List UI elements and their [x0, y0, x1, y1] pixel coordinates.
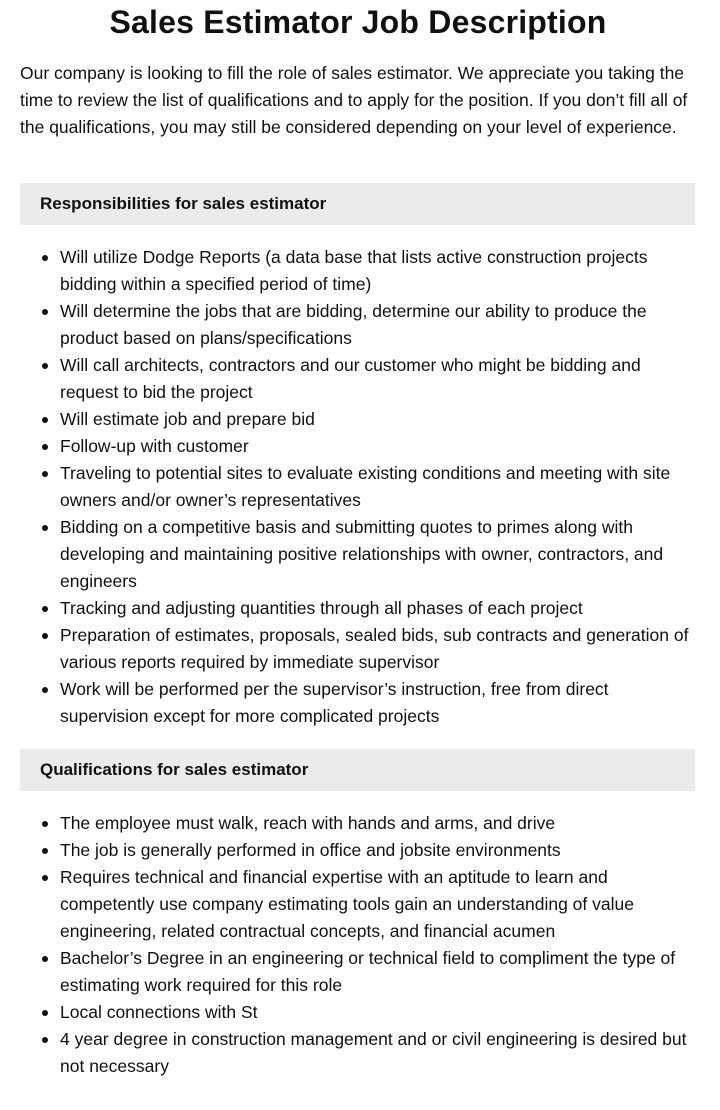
list-item: Will utilize Dodge Reports (a data base that lists active construction projects bidding within a specified period of time) — [20, 244, 700, 298]
list-item: Bidding on a competitive basis and submitting quotes to primes along with developing and maintaining positive relationships with owner, contractors, and engineers — [20, 514, 700, 595]
intro-paragraph: Our company is looking to fill the role of sales estimator. We appreciate you taking the time to review the list of qualifications and to apply for the position. If you don’t fill all of the qualifications, you may still be considered depending on your level of experience. — [20, 63, 688, 137]
responsibilities-list — [20, 244, 700, 730]
list-item: Bachelor’s Degree in an engineering or technical field to compliment the type of estimating work required for this role — [20, 945, 700, 999]
qualifications-list — [20, 810, 700, 1080]
list-item: 4 year degree in construction management and or civil engineering is desired but not necessary — [20, 1026, 700, 1080]
list-item: Follow-up with customer — [20, 433, 700, 460]
responsibilities-heading: Responsibilities for sales estimator — [20, 183, 695, 225]
list-item: Work will be performed per the supervisor’s instruction, free from direct supervision except for more complicated projects — [20, 676, 700, 730]
list-item: Traveling to potential sites to evaluate existing conditions and meeting with site owners and/or owner’s representatives — [20, 460, 700, 514]
list-item: Preparation of estimates, proposals, sealed bids, sub contracts and generation of various reports required by immediate supervisor — [20, 622, 700, 676]
list-item: The job is generally performed in office and jobsite environments — [20, 837, 700, 864]
list-item: Will estimate job and prepare bid — [20, 406, 700, 433]
list-item: Will call architects, contractors and our customer who might be bidding and request to bid the project — [20, 352, 700, 406]
page-title: Sales Estimator Job Description — [109, 4, 607, 40]
list-item: Local connections with St — [20, 999, 700, 1026]
list-item: Will determine the jobs that are bidding, determine our ability to produce the product based on plans/specifications — [20, 298, 700, 352]
list-item: Tracking and adjusting quantities through all phases of each project — [20, 595, 700, 622]
list-item: The employee must walk, reach with hands and arms, and drive — [20, 810, 700, 837]
list-item: Requires technical and financial expertise with an aptitude to learn and competently use company estimating tools gain an understanding of value engineering, related contractual concepts, and financial acumen — [20, 864, 700, 945]
qualifications-heading: Qualifications for sales estimator — [20, 749, 695, 791]
